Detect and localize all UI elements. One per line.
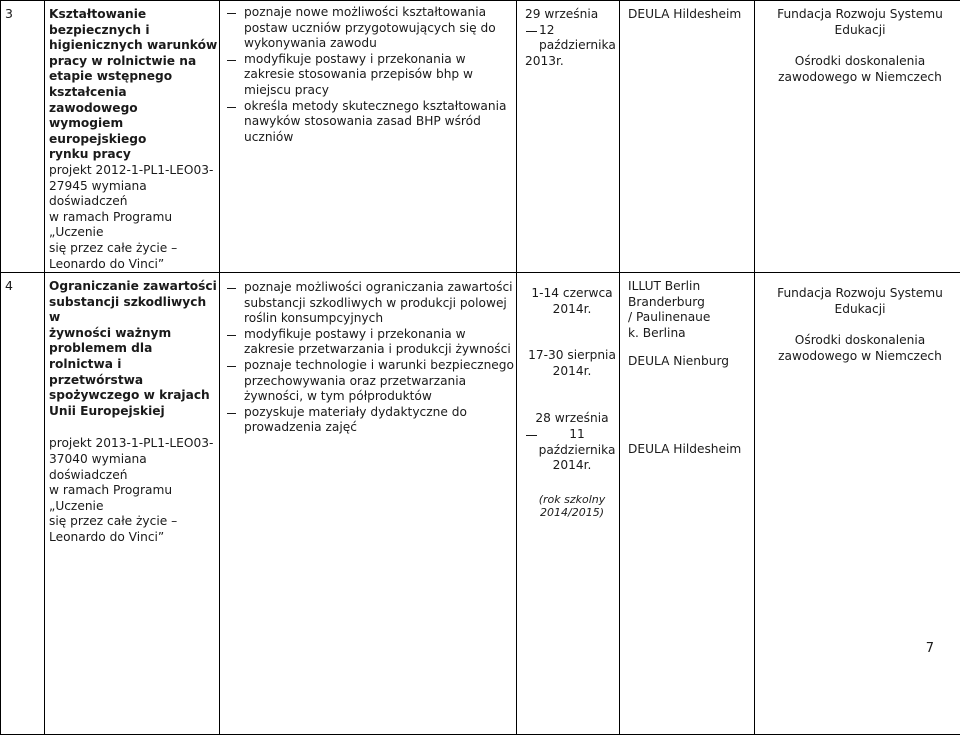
date-year: 2014r. (525, 302, 619, 318)
date-start: 28 września (525, 411, 619, 427)
row-number: 4 (1, 273, 45, 735)
partner-name: DEULA Hildesheim (628, 442, 754, 458)
list-item: modyfikuje postawy i przekonania w zakresie stosowania przepisów bhp w miejscu pracy (225, 52, 516, 99)
date-end: 11 października (525, 427, 619, 458)
training-title: Ograniczanie zawartości substancji szkodliwych w żywności ważnym problemem dla rolnictwa i przetwórstwa spożywczego w krajach Unii Europejskiej (49, 279, 219, 419)
list-item: określa metody skutecznego kształtowania nawyków stosowania zasad BHP wśród uczniów (225, 99, 516, 146)
institution-org: Edukacji (763, 302, 957, 318)
dates-cell (517, 1, 620, 273)
institution-org: Edukacji (763, 23, 957, 39)
list-item: poznaje technologie i warunki bezpiecznego przechowywania oraz przetwarzania żywności, w tym półproduktów (225, 358, 516, 405)
institution-org: Fundacja Rozwoju Systemu (763, 7, 957, 23)
institution-cell (755, 273, 960, 735)
project-description: projekt 2012-1-PL1-LEO03- 27945 wymiana doświadczeń w ramach Programu „Uczenie się przez całe życie – Leonardo do Vinci” (49, 163, 219, 272)
training-title: Kształtowanie bezpiecznych i higienicznych warunków pracy w rolnictwie na etapie wstępnego kształcenia zawodowego wymogiem europejskiego rynku pracy (49, 7, 219, 163)
scope-cell (220, 273, 517, 735)
partner-name: DEULA Hildesheim (628, 7, 754, 23)
institution-cell (755, 1, 960, 273)
school-year-note: 2014/2015) (525, 506, 619, 519)
scope-list (225, 5, 516, 145)
institution-centres: Ośrodki doskonalenia (763, 54, 957, 70)
partner-name: k. Berlina (628, 326, 754, 342)
dates-cell (517, 273, 620, 735)
table-row (1, 1, 960, 273)
institution-centres: Ośrodki doskonalenia (763, 333, 957, 349)
partner-name: DEULA Nienburg (628, 354, 754, 370)
partner-name: / Paulinenaue (628, 310, 754, 326)
date-year: 2013r. (525, 54, 619, 70)
institution-centres: zawodowego w Niemczech (763, 70, 957, 86)
scope-list (225, 280, 516, 436)
project-description: projekt 2013-1-PL1-LEO03- 37040 wymiana doświadczeń w ramach Programu „Uczenie się przez całe życie – Leonardo do Vinci” (49, 436, 219, 545)
table-row (1, 273, 960, 735)
date-end: 12 października (525, 23, 619, 54)
date-range: 17-30 sierpnia (525, 348, 619, 364)
date-range: 1-14 czerwca (525, 286, 619, 302)
list-item: modyfikuje postawy i przekonania w zakresie przetwarzania i produkcji żywności (225, 327, 516, 358)
page-number: 7 (926, 641, 934, 656)
row-number: 3 (1, 1, 45, 273)
list-item: poznaje nowe możliwości kształtowania postaw uczniów przygotowujących się do wykonywania zawodu (225, 5, 516, 52)
institution-centres: zawodowego w Niemczech (763, 349, 957, 365)
partner-cell (620, 1, 755, 273)
institution-org: Fundacja Rozwoju Systemu (763, 286, 957, 302)
list-item: pozyskuje materiały dydaktyczne do prowadzenia zajęć (225, 405, 516, 436)
school-year-note: (rok szkolny (525, 493, 619, 506)
date-year: 2014r. (525, 458, 619, 474)
date-start: 29 września (525, 7, 619, 23)
partner-name: Branderburg (628, 295, 754, 311)
scope-cell (220, 1, 517, 273)
list-item: poznaje możliwości ograniczania zawartości substancji szkodliwych w produkcji polowej roślin konsumpcyjnych (225, 280, 516, 327)
partner-cell (620, 273, 755, 735)
training-title-cell (45, 273, 220, 735)
date-year: 2014r. (525, 364, 619, 380)
training-title-cell (45, 1, 220, 273)
partner-name: ILLUT Berlin (628, 279, 754, 295)
